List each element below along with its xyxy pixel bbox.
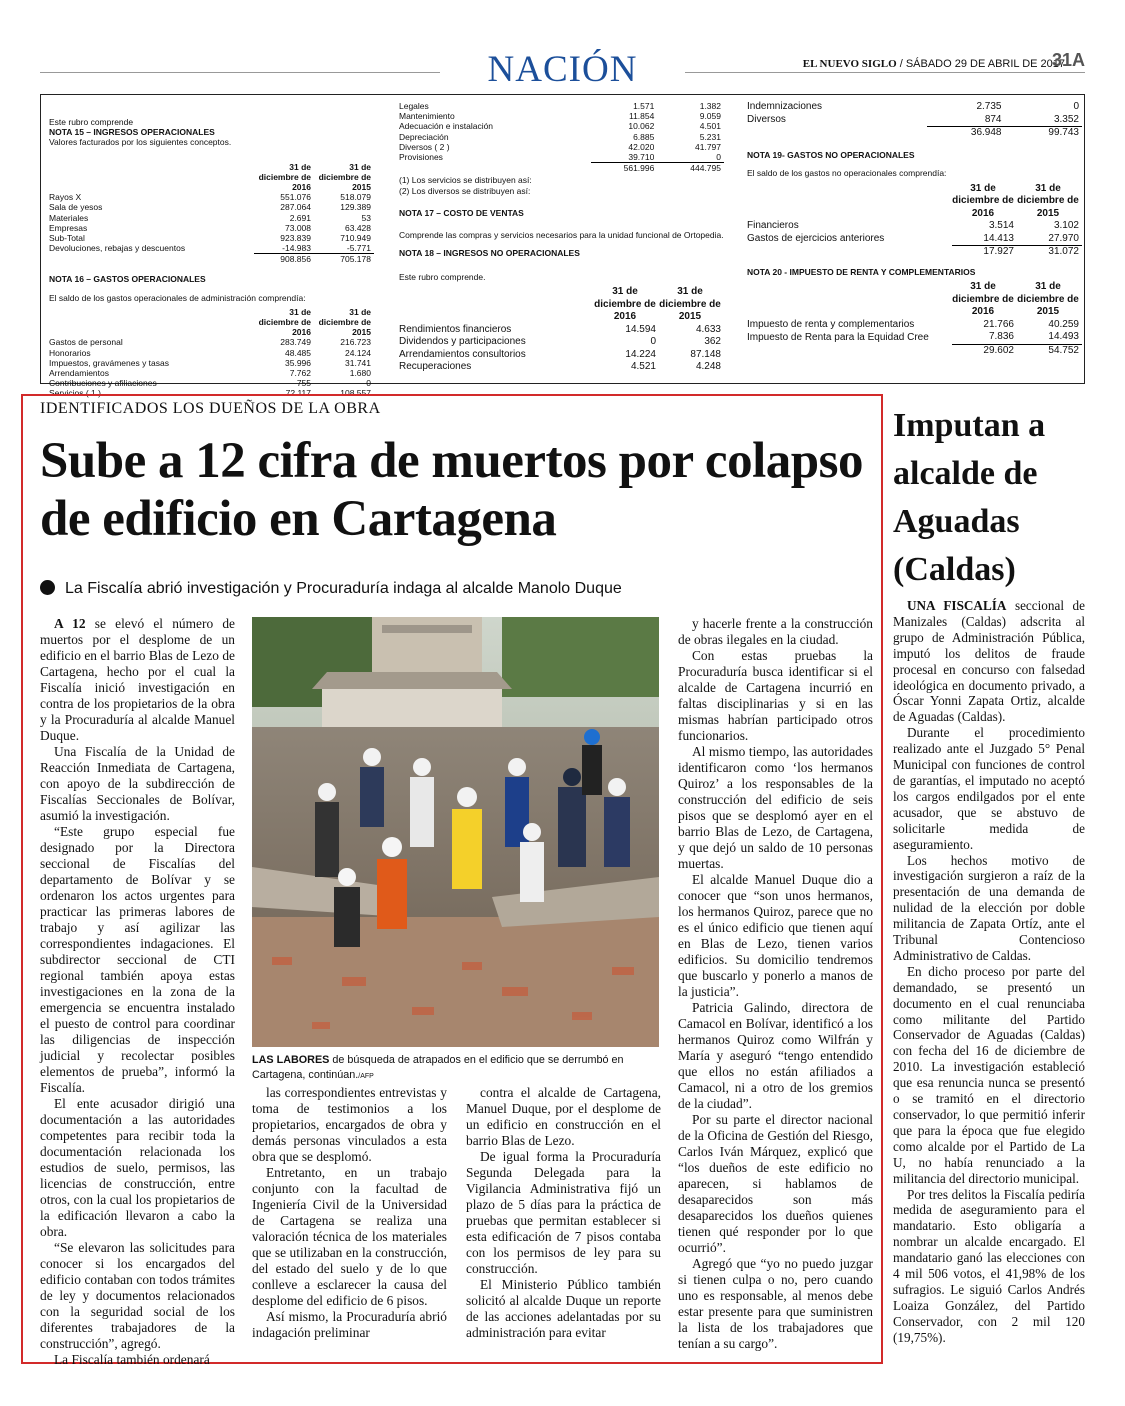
side-headline: Imputan a alcalde de Aguadas (Caldas) xyxy=(893,407,1046,588)
row-label: Recuperaciones xyxy=(399,361,472,373)
nota-15-table xyxy=(49,162,374,265)
table-row xyxy=(49,192,374,202)
col-header-2016: 31 de diciembre de 2016 xyxy=(952,281,1014,318)
paragraph-text: se elevó el número de muertos por el desplome de un edificio en el barrio Blas de Lezo de Cartagena, hecho por el cual la Fiscalía inició investigación en contra de los propietarios de la obra y la Procuraduría al alcalde Manuel Duque. xyxy=(40,616,235,743)
row-value: 41.797 xyxy=(695,141,721,152)
table-row xyxy=(399,163,724,174)
row-value: 9.059 xyxy=(699,111,721,122)
nota-17-text: Comprende las compras y servicios necesarios para la unidad funcional de Ortopedia. xyxy=(399,229,724,240)
paragraph: De igual forma la Procuraduría Segunda Delegada para la Vigilancia Administrativa fijó un plazo de 5 días para la práctica de pruebas que permitan establecer si esta edificación de 7 pisos contaba con los permisos de ley para su construcción. xyxy=(466,1149,661,1276)
table-row xyxy=(399,101,724,111)
table-row xyxy=(49,368,374,378)
paragraph: Los hechos motivo de investigación surgieron a raíz de la presentación de una demanda de nulidad de la elección por doble militancia de Zapata Ortíz, ante el Tribunal Contencioso Administrativo de Caldas. xyxy=(893,852,1085,963)
row-label: Empresas xyxy=(49,222,88,233)
row-value: 362 xyxy=(704,336,721,348)
article-column-4 xyxy=(678,616,873,1352)
row-label: Financieros xyxy=(747,220,799,232)
row-value: 31.741 xyxy=(345,357,371,368)
paragraph: y hacerle frente a la construcción de obras ilegales en la ciudad. xyxy=(678,616,873,647)
row-value: 14.224 xyxy=(625,348,656,360)
photo-caption xyxy=(252,1053,662,1084)
nota-16-text: El saldo de los gastos operacionales de administración comprendía: xyxy=(49,292,306,303)
row-label: Honorarios xyxy=(49,347,91,358)
row-label: Gastos de ejercicios anteriores xyxy=(747,233,885,244)
col-header-2016: 31 de diciembre de 2016 xyxy=(952,182,1014,219)
col-header-2015: 31 de diciembre de 2015 xyxy=(318,161,371,192)
table-row xyxy=(49,233,374,243)
article-column-2 xyxy=(252,1085,447,1341)
table-row xyxy=(747,127,1082,140)
row-value: 0 xyxy=(650,336,656,348)
row-value: 14.594 xyxy=(625,323,656,335)
subheadline-text: La Fiscalía abrió investigación y Procuraduría indaga al alcalde Manolo Duque xyxy=(65,580,622,597)
row-value: 53 xyxy=(361,212,371,223)
nota-15-title: NOTA 15 – INGRESOS OPERACIONALES xyxy=(49,127,215,138)
row-value: 874 xyxy=(984,113,1002,125)
row-value: 108.557 xyxy=(340,388,371,399)
table-row xyxy=(747,246,1082,259)
row-value: 17.927 xyxy=(952,246,1017,259)
nota-20-title: NOTA 20 - IMPUESTO DE RENTA Y COMPLEMENTARIOS xyxy=(747,266,976,277)
row-label xyxy=(747,127,927,140)
rescue-photo xyxy=(252,617,659,1047)
fin-intro: Este rubro comprende xyxy=(49,117,134,127)
row-value: 551.076 xyxy=(280,192,311,203)
table-row xyxy=(49,348,374,358)
caption-text: de búsqueda de atrapados en el edificio que se derrumbó en Cartagena, continúan. xyxy=(252,1054,624,1081)
table-row xyxy=(49,337,374,347)
bullet-icon xyxy=(40,580,55,595)
photo-credit: /AFP xyxy=(358,1073,374,1080)
col-header-2015: 31 de diciembre de 2015 xyxy=(659,286,721,323)
row-value: 4.521 xyxy=(630,361,656,373)
table-row xyxy=(49,254,374,265)
row-value: 54.752 xyxy=(1017,344,1082,357)
row-value: 3.102 xyxy=(1053,220,1079,232)
row-value: 40.259 xyxy=(1048,318,1079,330)
col-header-2016: 31 de diciembre de 2016 xyxy=(258,161,311,192)
row-value: -14.983 xyxy=(282,243,311,254)
paragraph: Una Fiscalía de la Unidad de Reacción Inmediata de Cartagena, con apoyo de la subdirección de Fiscalías Seccionales de Bolívar, asumió la investigación. xyxy=(40,744,235,823)
row-value: 24.124 xyxy=(345,347,371,358)
table-row xyxy=(49,243,374,254)
row-value: 4.501 xyxy=(699,121,721,132)
row-value: 1.571 xyxy=(633,101,655,111)
row-value: 21.766 xyxy=(983,318,1014,330)
section-title: NACIÓN xyxy=(487,49,638,90)
table-row xyxy=(49,213,374,223)
row-value: 35.996 xyxy=(285,357,311,368)
row-value: 705.178 xyxy=(314,254,374,265)
table-row xyxy=(747,114,1082,127)
row-label: Dividendos y participaciones xyxy=(399,336,526,348)
article-column-1 xyxy=(40,616,235,1368)
rescue-scene-image xyxy=(252,617,659,1047)
row-value: 283.749 xyxy=(280,337,311,348)
nota-19-title: NOTA 19- GASTOS NO OPERACIONALES xyxy=(747,149,915,160)
row-value: 4.633 xyxy=(695,323,721,335)
article-kicker: IDENTIFICADOS LOS DUEÑOS DE LA OBRA xyxy=(40,400,381,417)
row-label: Diversos ( 2 ) xyxy=(399,141,450,152)
row-value: 14.413 xyxy=(983,232,1014,244)
caption-lead: LAS LABORES xyxy=(252,1054,330,1066)
row-value: 216.723 xyxy=(340,337,371,348)
paragraph: contra el alcalde de Cartagena, Manuel Duque, por el desplome de un edificio en construcción en el barrio Blas de Lezo. xyxy=(466,1085,661,1148)
paragraph-text: seccional de Manizales (Caldas) adscrita al grupo de Administración Pública, imputó los delitos de fraude procesal en concurso con falsedad ideológica en documento privado, a Óscar Yonni Zapata Ortiz, alcalde de Aguadas (Caldas). xyxy=(893,598,1085,725)
issue-date: / SÁBADO 29 DE ABRIL DE 2017 xyxy=(896,58,1065,70)
row-label xyxy=(399,163,591,174)
table-row xyxy=(747,101,1082,114)
table-row xyxy=(399,132,724,142)
row-value: -5.771 xyxy=(346,243,371,254)
row-value: 1.680 xyxy=(349,367,371,378)
row-value: 923.839 xyxy=(280,232,311,243)
row-label: Servicios ( 1 ) xyxy=(49,388,101,399)
page-number: 31A xyxy=(1051,50,1085,70)
gastos-detail-table xyxy=(399,101,724,173)
paragraph: Al mismo tiempo, las autoridades identificaron como ‘los hermanos Quiroz’ a los responsables de la construcción del edificio de seis pisos que se desplomó ayer en el barrio Blas de Lezo, de Cartagena, y que dejó un saldo de 10 personas muertas. xyxy=(678,744,873,871)
no-operacionales-table xyxy=(747,101,1082,140)
row-value: 1.382 xyxy=(699,101,721,111)
row-value: 99.743 xyxy=(1005,127,1083,140)
paragraph xyxy=(893,598,1085,725)
nota-16-table xyxy=(49,307,374,399)
fin-column-3 xyxy=(747,101,1082,357)
row-label: Gastos de personal xyxy=(49,337,123,348)
table-row xyxy=(747,220,1082,233)
row-value: 755 xyxy=(296,378,311,389)
col-header-2015: 31 de diciembre de 2015 xyxy=(1017,182,1079,219)
row-value: 518.079 xyxy=(340,192,371,203)
article-subheadline xyxy=(40,580,622,598)
paragraph: El Ministerio Público también solicitó al alcalde Duque un reporte de las acciones adelantadas por su administración para evitar xyxy=(466,1277,661,1340)
paper-name: EL NUEVO SIGLO xyxy=(802,58,897,70)
table-row xyxy=(49,358,374,368)
table-row xyxy=(399,349,724,362)
row-label xyxy=(747,246,952,259)
row-value: 0 xyxy=(366,378,371,389)
row-label: Depreciación xyxy=(399,131,449,142)
fin-column-2 xyxy=(399,101,724,374)
row-value: 7.836 xyxy=(988,331,1014,343)
header-rule-left xyxy=(40,72,440,73)
paragraph: La Fiscalía también ordenará xyxy=(54,1352,210,1367)
row-value: 29.602 xyxy=(952,344,1017,357)
row-value: 2.691 xyxy=(289,212,311,223)
row-label: Arrendamientos xyxy=(49,367,110,378)
nota-16-title: NOTA 16 – GASTOS OPERACIONALES xyxy=(49,274,206,285)
row-value: 10.062 xyxy=(628,121,655,132)
row-label: Mantenimiento xyxy=(399,111,455,122)
masthead xyxy=(803,58,1065,70)
nota-15-text: Valores facturados por los siguientes conceptos. xyxy=(49,137,232,148)
paragraph: El alcalde Manuel Duque dio a conocer que “son unos hermanos, los hermanos Quiroz, parece que no es el único edificio que tienen aquí en Blas de Lezo, tienen varios edificios. Su domicilio tendremos que buscarlo y ponerlo a manos de la justicia”. xyxy=(678,872,873,999)
row-value: 42.020 xyxy=(628,141,655,152)
row-label xyxy=(747,344,952,357)
row-label: Impuesto de renta y complementarios xyxy=(747,318,915,330)
nota-18-title: NOTA 18 – INGRESOS NO OPERACIONALES xyxy=(399,248,580,259)
paragraph: En dicho proceso por parte del demandado, se presentó un documento en el cual renunciaba como militante del Partido Conservador de Aguadas (Caldas) con fecha del 16 de diciembre de 2010. La investigación estableció que esa renuncia nunca se presentó o se tramitó en el directorio conservador, lo que permitió inferir que para la época que fue elegido como alcalde por el Partido de La U, no había renunciado a la militancia del directorio municipal. xyxy=(893,963,1085,1186)
paragraph: Patricia Galindo, directora de Camacol en Bolívar, identificó a los hermanos Quiroz como Wilfrán y María y aseguró “tengo entendido que ellos no están afiliados a Camacol, ni a otro de los gremios de la ciudad”. xyxy=(678,1000,873,1111)
row-label: Indemnizaciones xyxy=(747,101,823,112)
table-row xyxy=(399,142,724,152)
lead-words: A 12 xyxy=(54,616,86,631)
row-value: 87.148 xyxy=(690,348,721,360)
table-row xyxy=(399,336,724,349)
table-row xyxy=(747,319,1082,332)
row-value: 287.064 xyxy=(280,202,311,213)
row-value: 2.735 xyxy=(976,101,1002,112)
row-value: 39.710 xyxy=(628,151,655,162)
row-label: Materiales xyxy=(49,212,89,223)
table-row xyxy=(49,202,374,212)
table-row xyxy=(747,233,1082,246)
row-value: 72.117 xyxy=(285,388,311,399)
side-article-body xyxy=(893,598,1085,1346)
row-value: 6.885 xyxy=(633,131,655,142)
financial-notes-box xyxy=(40,94,1085,399)
row-value: 4.248 xyxy=(695,361,721,373)
row-label: Legales xyxy=(399,101,429,111)
row-value: 129.389 xyxy=(340,202,371,213)
table-row xyxy=(747,331,1082,344)
paragraph: “Se elevaron las solicitudes para conocer si los encargados del edificio contaban con todos trámites de ley y documentos relacionados con la seguridad social de los diferentes trabajadores de la construcción”, agregó. xyxy=(40,1240,235,1351)
row-value: 0 xyxy=(1073,101,1079,112)
paragraph: Así mismo, la Procuraduría abrió indagación preliminar xyxy=(252,1309,447,1340)
paragraph: Entretanto, en un trabajo conjunto con la facultad de Ingeniería Civil de la Universidad de Cartagena se realiza una valoración técnica de los materiales que se utilizaban en la construcción, del estado del suelo y de lo que conlleve a esclarecer la causa del desplome del edificio de 6 pisos. xyxy=(252,1165,447,1308)
row-value: 14.493 xyxy=(1048,331,1079,343)
row-label: Impuestos, gravámenes y tasas xyxy=(49,357,170,368)
paragraph: “Este grupo especial fue designado por la Directora seccional de Fiscalías del departamento de Bolívar y se ordenaron los actos urgentes para practicar las primeras labores de trabajo y así agilizar las correspondientes indagaciones. El subdirector seccional de CTI regional también apoya estas investigaciones en la zona de la emergencia se encuentra instalado el puesto de control para coordinar las diligencias de inspección judicial y recolectar posibles elementos de prueba”, informó la Fiscalía. xyxy=(40,824,235,1095)
row-value: 3.352 xyxy=(1053,113,1079,125)
row-label: Adecuación e instalación xyxy=(399,121,494,132)
paragraph xyxy=(40,616,235,744)
paragraph: Por tres delitos la Fiscalía pediría medida de aseguramiento para el mandatario. Esto obligaría a nombrar un alcalde encargado. El mandatario ganó las elecciones con 4 mil 506 votos, el 41,98% de los sufragios. Le siguió Carlos Andrés Loaiza González, del Partido Conservador, con 2 mil 120 (19,75%). xyxy=(893,1186,1085,1345)
row-label: Diversos xyxy=(747,113,786,125)
row-label: Arrendamientos consultorios xyxy=(399,348,526,360)
row-value: 444.795 xyxy=(657,163,724,174)
row-value: 31.072 xyxy=(1017,246,1082,259)
row-label xyxy=(49,254,254,265)
row-value: 73.008 xyxy=(285,222,311,233)
lead-words: UNA FISCALÍA xyxy=(907,598,1007,613)
article-column-3 xyxy=(466,1085,661,1341)
row-label: Devoluciones, rebajas y descuentos xyxy=(49,243,186,254)
table-row xyxy=(399,111,724,121)
row-label: Sala de yesos xyxy=(49,202,103,213)
table-row xyxy=(49,378,374,388)
article-headline: Sube a 12 cifra de muertos por colapso de edificio en Cartagena xyxy=(40,433,863,547)
table-row xyxy=(399,324,724,337)
row-value: 0 xyxy=(716,151,721,162)
row-label: Rayos X xyxy=(49,192,82,203)
paragraph: Por su parte el director nacional de la Oficina de Gestión del Riesgo, Carlos Iván Márquez, explicó que “los dueños de este edificio no aparecen, si hablamos de desaparecidos son más desaparecidos los dueños quienes tienen qué responder por lo que ocurrió”. xyxy=(678,1112,873,1255)
row-value: 561.996 xyxy=(591,163,658,174)
table-row xyxy=(399,361,724,374)
row-value: 11.854 xyxy=(628,111,655,122)
col-header-2015: 31 de diciembre de 2015 xyxy=(318,306,371,338)
table-row xyxy=(49,223,374,233)
row-value: 710.949 xyxy=(340,232,371,243)
nota-17-title: NOTA 17 – COSTO DE VENTAS xyxy=(399,207,524,218)
table-row xyxy=(747,344,1082,357)
nota-19-table xyxy=(747,183,1082,259)
paragraph: Con estas pruebas la Procuraduría busca identificar si el alcalde de Cartagena incurrió en faltas disciplinarias y si en las mismas habrían participado otros funcionarios. xyxy=(678,648,873,743)
row-label: Rendimientos financieros xyxy=(399,323,512,335)
row-value: 27.970 xyxy=(1048,232,1079,244)
nota-20-table xyxy=(747,281,1082,357)
row-value: 36.948 xyxy=(927,127,1004,140)
row-value: 3.514 xyxy=(988,220,1014,232)
table-row xyxy=(399,152,724,163)
paragraph: El ente acusador dirigió una documentación a las autoridades competentes para recibir toda la documentación relacionada los estudios de suelo, permisos, las licencias de construcción, entre otros, con la cual los propietarios de la edificación llevaron a cabo la obra. xyxy=(40,1096,235,1239)
table-row xyxy=(399,121,724,131)
col-header-2016: 31 de diciembre de 2016 xyxy=(594,286,656,323)
row-label: Impuesto de Renta para la Equidad Cree xyxy=(747,331,929,343)
nota-19-text: El saldo de los gastos no operacionales comprendía: xyxy=(747,168,947,179)
col-header-2015: 31 de diciembre de 2015 xyxy=(1017,281,1079,318)
servicios-note: (1) Los servicios se distribuyen así: xyxy=(399,175,532,186)
header-rule-right xyxy=(685,72,1085,73)
row-label: Provisiones xyxy=(399,152,443,163)
row-label: Sub-Total xyxy=(49,232,85,243)
col-header-2016: 31 de diciembre de 2016 xyxy=(258,306,311,338)
fin-column-1 xyxy=(49,103,374,399)
paragraph: Durante el procedimiento realizado ante el Juzgado 5° Penal Municipal con funciones de control de garantías, el imputado no aceptó los cargos endilgados por el ente acusador, que se abstuvo de solicitarle medida de aseguramiento. xyxy=(893,725,1085,852)
row-value: 908.856 xyxy=(254,254,314,265)
row-value: 63.428 xyxy=(345,222,371,233)
row-value: 7.762 xyxy=(289,367,311,378)
paragraph: las correspondientes entrevistas y toma de testimonios a los propietarios, encargados de obra y demás personas vinculados a esta obra que se desplomó. xyxy=(252,1085,447,1164)
diversos-note: (2) Los diversos se distribuyen así: xyxy=(399,185,531,196)
nota-18-table xyxy=(399,286,724,374)
row-value: 5.231 xyxy=(699,131,721,142)
row-value: 48.485 xyxy=(285,347,311,358)
nota-18-text: Este rubro comprende. xyxy=(399,272,486,283)
paragraph: Agregó que “yo no puedo juzgar si tienen culpa o no, pero cuando uno es responsable, al menos debe estar presente para que suministren la lista de los trabajadores que tenían a su cargo”. xyxy=(678,1256,873,1351)
row-label: Contribuciones y afiliaciones xyxy=(49,378,157,389)
